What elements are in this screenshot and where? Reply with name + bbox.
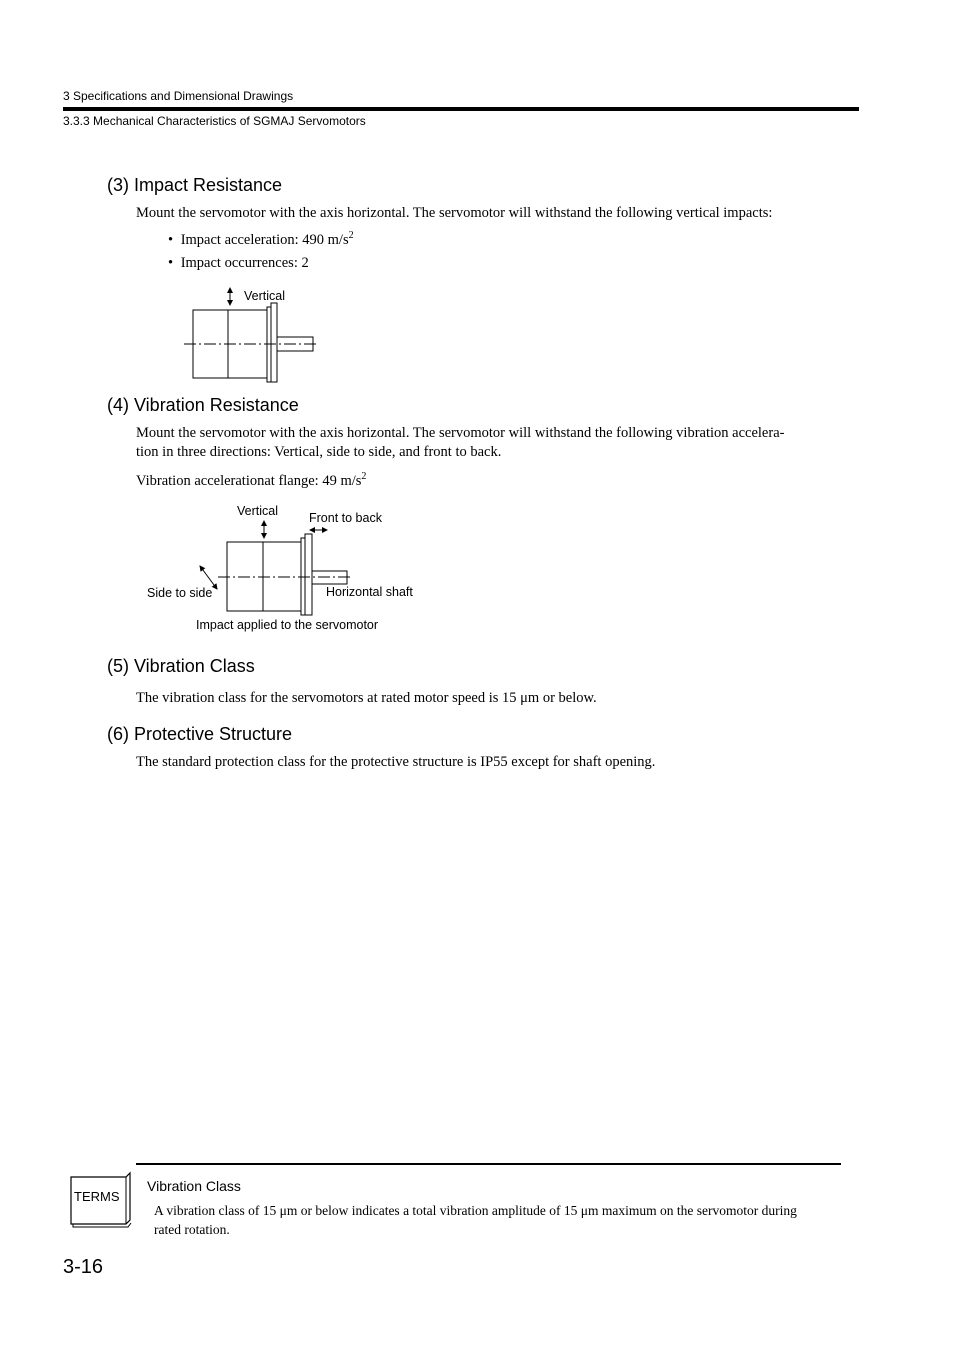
impact-intro: Mount the servomotor with the axis horizontal. The servomotor will withstand the following vertical impacts:: [136, 205, 773, 221]
vibration-vertical-label: Vertical: [237, 504, 278, 518]
section-header: 3.3.3 Mechanical Characteristics of SGMAJ Servomotors: [63, 114, 366, 128]
page-number: 3-16: [63, 1256, 104, 1278]
impact-vertical-label: Vertical: [244, 289, 285, 303]
front-to-back-label: Front to back: [309, 511, 382, 525]
superscript: 2: [348, 230, 354, 242]
bullet-symbol: •: [168, 232, 174, 248]
bullet-symbol: •: [168, 255, 174, 271]
terms-line-1: A vibration class of 15 μm or below indicates a total vibration amplitude of 15 μm maximum on the servomotor during: [154, 1203, 797, 1218]
bullet-text: Impact occurrences: 2: [180, 255, 309, 271]
vibration-class-text: The vibration class for the servomotors at rated motor speed is 15 μm or below.: [136, 690, 597, 706]
horizontal-shaft-label: Horizontal shaft: [326, 585, 413, 599]
superscript: 2: [361, 471, 367, 483]
bullet-text: Impact acceleration: 490 m/s: [180, 232, 349, 248]
vibration-line-1: Mount the servomotor with the axis horizontal. The servomotor will withstand the following vibration accelera-: [136, 425, 785, 441]
figure-caption: Impact applied to the servomotor: [196, 618, 379, 632]
chapter-header: 3 Specifications and Dimensional Drawings: [63, 89, 294, 103]
vibration-class-heading: (5) Vibration Class: [107, 656, 255, 676]
vibration-line-2: tion in three directions: Vertical, side to side, and front to back.: [136, 444, 502, 460]
vibration-acceleration-text: Vibration accelerationat flange: 49 m/s: [136, 473, 362, 489]
side-to-side-label: Side to side: [147, 586, 213, 600]
protective-structure-heading: (6) Protective Structure: [107, 724, 293, 744]
terms-line-2: rated rotation.: [154, 1222, 230, 1237]
servomotor-body: [227, 534, 347, 615]
protective-structure-text: The standard protection class for the protective structure is IP55 except for shaft opening.: [136, 754, 656, 770]
vibration-resistance-heading: (4) Vibration Resistance: [107, 395, 299, 415]
terms-rule: [136, 1163, 841, 1165]
terms-text: [154, 1201, 854, 1239]
terms-icon-label: TERMS: [74, 1189, 120, 1204]
terms-title: Vibration Class: [147, 1178, 241, 1194]
impact-resistance-heading: (3) Impact Resistance: [107, 175, 283, 195]
